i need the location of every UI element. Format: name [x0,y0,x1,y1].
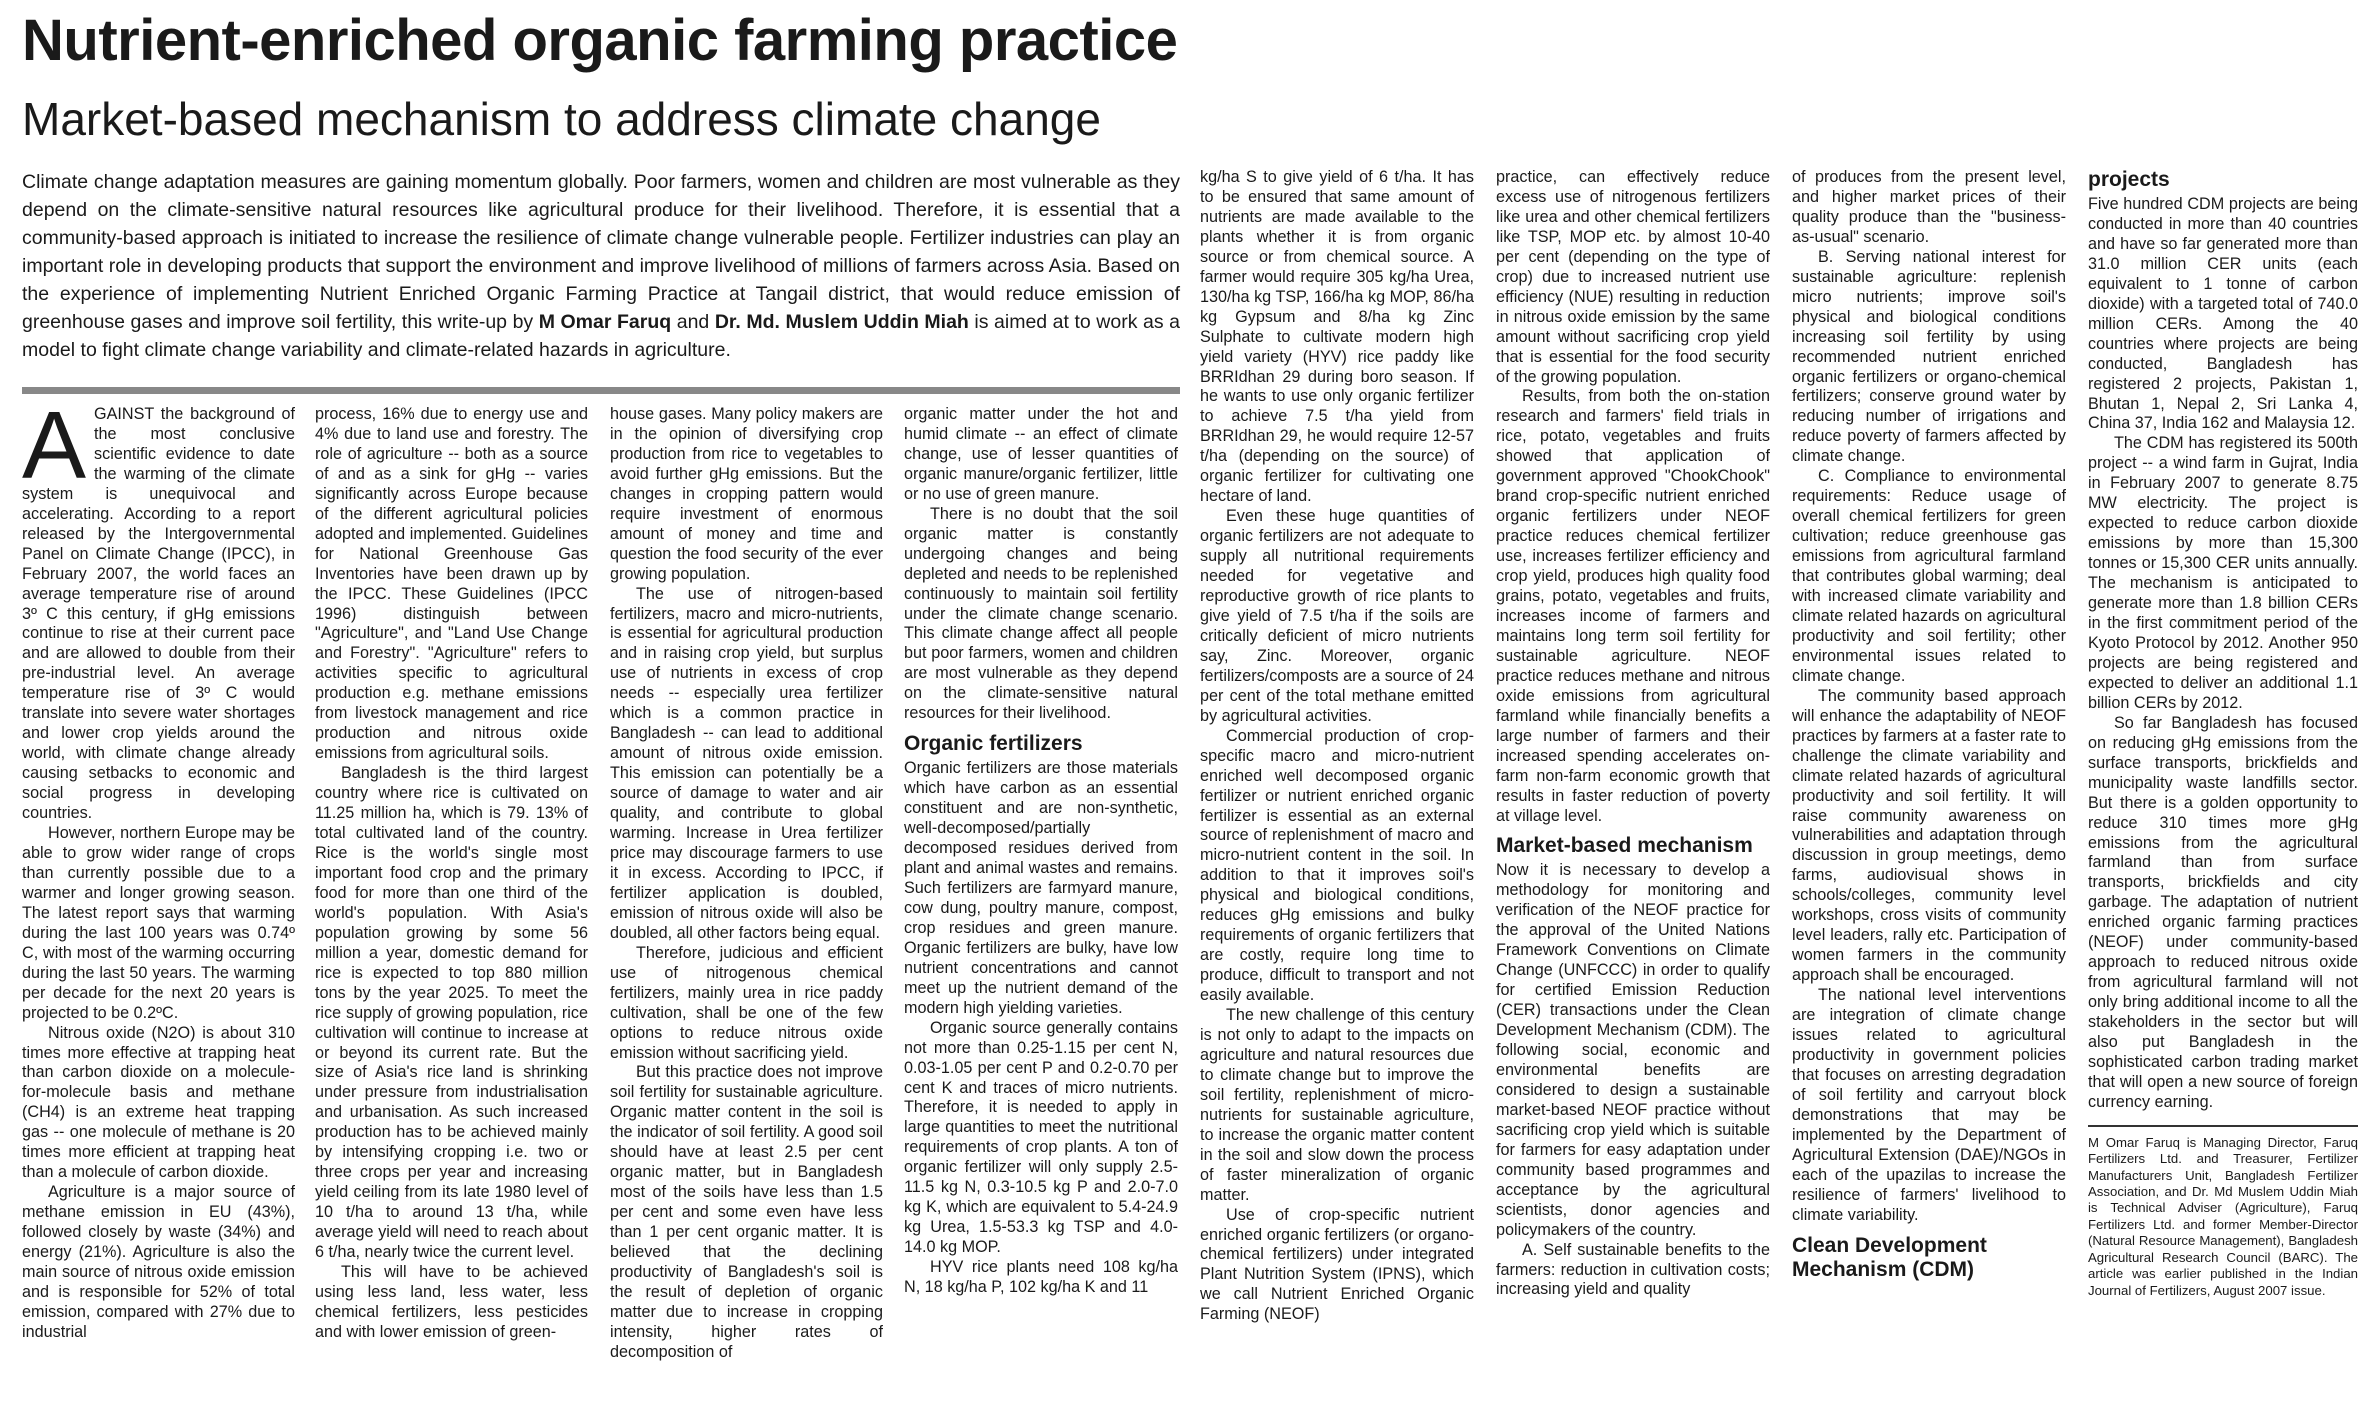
paragraph: kg/ha S to give yield of 6 t/ha. It has to be ensured that same amount of nutrients are made available to the plants whether it is from organic source or from chemical source. A farmer would require 305 kg/ha Urea, 130/ha kg TSP, 166/ha kg MOP, 86/ha kg Gypsum and 8/ha kg Zinc Sulphate to cultivate modern high yield variety (HYV) rice paddy like BRRIdhan 29 during boro season. If he wants to use only organic fertilizer to achieve 7.5 t/ha yield from BRRIdhan 29, he would require 12-57 t/ha (depending on the source) of organic fertilizer for cultivating one hectare of land. [1200,168,1474,506]
subheadline: Market-based mechanism to address climate change [22,93,1101,145]
article-column-5 [1200,168,1474,1400]
article-column-1 [22,405,295,1400]
paragraph [22,405,295,824]
paragraph: house gases. Many policy makers are in the opinion of diversifying crop production from rice to vegetables to avoid further gHg emissions. But the changes in cropping pattern would require investment of enormous amount of money and time and question the food security of the ever growing population. [610,405,883,583]
article-column-8 [2088,168,2358,1400]
intro-paragraph [22,168,1180,364]
paragraph-text: GAINST the background of the most conclusive scientific evidence to date the warming of the climate system is unequivocal and accelerating. According to a report released by the Intergovernmental Panel on Climate Change (IPCC), in February 2007, the world faces an average temperature rise of around 3º C this century, if gHg emissions continue to rise at their current pace and are allowed to double from their pre-industrial level. An average temperature rise of 3º C would translate into severe water shortages and lower crop yields around the world, with climate change already causing setbacks to economic and social progress in developing countries. [22,405,295,823]
intro-text: Climate change adaptation measures are gaining momentum globally. Poor farmers, women and children are most vulnerable as they depend on the climate-sensitive natural resources like agricultural produce for their livelihood. Therefore, it is essential that a community-based approach is initiated to increase the resilience of climate change vulnerable people. Fertilizer industries can play an important role in developing products that support the environment and improve livelihood of millions of farmers across Asia. Based on the experience of implementing Nutrient Enriched Organic Farming Practice at Tangail district, that would reduce emission of greenhouse gases and improve soil fertility, this write-up by [22,171,1180,333]
section-heading-market-based-mechanism: Market-based mechanism [1496,834,1753,858]
paragraph: HYV rice plants need 108 kg/ha N, 18 kg/ha P, 102 kg/ha K and 11 [904,1258,1178,1297]
paragraph: The community based approach will enhance the adaptability of NEOF practices by farmers at a faster rate to challenge the climate variability and climate related hazards of agricultural productivity and soil fertility. It will raise community awareness on vulnerabilities and adaptation through discussion in group meetings, demo farms, audiovisual shows in schools/colleges, community level workshops, cross visits of community level leaders, rally etc. Participation of women farmers in the community approach shall be encouraged. [1792,686,2066,985]
paragraph: A. Self sustainable benefits to the farmers: reduction in cultivation costs; increasing yield and quality [1496,1240,1770,1299]
paragraph: There is no doubt that the soil organic matter is constantly undergoing changes and being depleted and needs to be replenished continuously to maintain soil fertility under the climate change scenario. This climate change affect all people but poor farmers, women and children are most vulnerable as they depend on the climate-sensitive natural resources for their livelihood. [904,504,1178,723]
paragraph: organic matter under the hot and humid climate -- an effect of climate change, use of lesser quantities of organic manure/organic fertilizer, little or no use of green manure. [904,405,1178,503]
paragraph: This will have to be achieved using less land, less water, less chemical fertilizers, less pesticides and with lower emission of green- [315,1262,588,1341]
paragraph: However, northern Europe may be able to grow wider range of crops than currently possible due to a warmer and longer growing season. The latest report says that warming during the last 100 years was 0.74º C, with most of the warming occurring during the last 50 years. The warming per decade for the next 20 years is projected to be 0.2ºC. [22,824,295,1022]
paragraph: Use of crop-specific nutrient enriched organic fertilizers (or organo-chemical fertilizers) under integrated Plant Nutrition System (IPNS), which we call Nutrient Enriched Organic Farming (NEOF) [1200,1205,1474,1324]
headline: Nutrient-enriched organic farming practice [22,8,1178,73]
paragraph: But this practice does not improve soil fertility for sustainable agriculture. Organic matter content in the soil is the indicator of soil fertility. A good soil should have at least 2.5 per cent organic matter, but in Bangladesh most of the soils have less than 1.5 per cent and some even have less than 1 per cent organic matter. It is believed that the declining productivity of Bangladesh's soil is the result of depletion of organic matter due to increase in cropping intensity, higher rates of decomposition of [610,1063,883,1361]
paragraph: Agriculture is a major source of methane emission in EU (43%), followed closely by waste (34%) and energy (21%). Agriculture is also the main source of nitrous oxide emission and is responsible for 52% of total emission, compared with 27% due to industrial [22,1183,295,1341]
paragraph: practice, can effectively reduce excess use of nitrogenous fertilizers like urea and other chemical fertilizers like TSP, MOP etc. by almost 10-40 per cent (depending on the type of crop) due to increased nutrient use efficiency (NUE) resulting in reduction in nitrous oxide emission by the same amount without sacrificing crop yield that is essential for the food security of the growing population. [1496,168,1770,386]
article-column-2 [315,405,588,1400]
paragraph: Even these huge quantities of organic fertilizers are not adequate to supply all nutritional requirements needed for vegetative and reproductive growth of rice plants to give yield of 7.5 t/ha if the soils are critically deficient of micro nutrients say, Zinc. Moreover, organic fertilizers/composts are a source of 24 per cent of the total methane emitted by agricultural activities. [1200,507,1474,725]
intro-and: and [671,311,715,333]
paragraph: The use of nitrogen-based fertilizers, macro and micro-nutrients, is essential for agricultural production and in raising crop yield, but surplus use of nutrients in excess of crop needs -- especially urea fertilizer which is a common practice in Bangladesh -- can lead to additional amount of nitrous oxide emission. This emission can potentially be a source of damage to water and air quality, and contribute to global warming. Increase in Urea fertilizer price may discourage farmers to use it in excess. According to IPCC, if fertilizer application is doubled, emission of nitrous oxide will also be doubled, all other factors being equal. [610,584,883,942]
paragraph: C. Compliance to environmental requirements: Reduce usage of overall chemical fertilizers for green cultivation; reduce greenhouse gas emissions from agricultural farmland that contributes global warming; deal with increased climate variability and climate related hazards on agricultural productivity and soil fertility; other environmental issues related to climate change. [1792,467,2066,685]
section-heading-projects: projects [2088,168,2170,191]
article-column-6 [1496,168,1770,1400]
paragraph: Results, from both the on-station research and farmers' field trials in rice, potato, vegetables and fruits showed that application of government approved "ChookChook" brand crop-specific nutrient enriched organic fertilizers under NEOF practice reduces chemical fertilizer use, increases fertilizer efficiency and crop yield, produces high quality food grains, potato, vegetables and fruits, increases income of farmers and maintains long term soil fertility for sustainable agriculture. NEOF practice reduces methane and nitrous oxide emissions from agricultural farmland while financially benefits a large number of farmers and their increased spending accelerates on-farm non-farm economic growth that results in faster reduction of poverty at village level. [1496,387,1770,825]
paragraph: Organic fertilizers are those materials which have carbon as an essential constituent and are non-synthetic, well-decomposed/partially decomposed residues derived from plant and animal wastes and remains. Such fertilizers are farmyard manure, cow dung, poultry manure, compost, crop residues and green manure. Organic fertilizers are bulky, have low nutrient concentrations and cannot meet up the nutrient demand of the modern high yielding varieties. [904,759,1178,1017]
section-heading-cdm: Clean Development Mechanism (CDM) [1792,1233,1987,1281]
article-column-4 [904,405,1178,1400]
intro-text-end: is aimed at to work as a model to fight climate change variability and climate-related hazards in agriculture. [22,311,1180,361]
paragraph: The CDM has registered its 500th project -- a wind farm in Gujrat, India in February 2007 to generate 8.75 MW electricity. The project is expected to reduce carbon dioxide emissions by more than 15,300 tonnes or 15,300 CER units annually. The mechanism is anticipated to generate more than 1.8 billion CERs in the first commitment period of the Kyoto Protocol by 2012. Another 950 projects are being registered and expected to deliver an additional 1.1 billion CERs by 2012. [2088,434,2358,712]
paragraph: So far Bangladesh has focused on reducing gHg emissions from the surface transports, brickfields and municipality waste landfills sector. But there is a golden opportunity to reduce 310 times more gHg emissions from the agricultural farmland than from surface transports, brickfields and city garbage. The adaptation of nutrient enriched organic farming practices (NEOF) under community-based approach to reduced nitrous oxide from agricultural farmland will not only bring additional income to all the stakeholders in the sector but will also put Bangladesh in the sophisticated carbon trading market that will open a new source of foreign currency earning. [2088,713,2358,1111]
paragraph: process, 16% due to energy use and 4% due to land use and forestry. The role of agriculture -- both as a source of and as a sink for gHg -- varies significantly across Europe because of the different agricultural policies adopted and implemented. Guidelines for National Greenhouse Gas Inventories have been drawn up by the IPCC. These Guidelines (IPCC 1996) distinguish between "Agriculture", and "Land Use Change and Forestry". "Agriculture" refers to activities specific to agricultural production e.g. methane emissions from livestock management and rice production and nitrous oxide emissions from agricultural soils. [315,405,588,763]
paragraph: Therefore, judicious and efficient use of nitrogenous chemical fertilizers, mainly urea in rice paddy cultivation, shall be one of the few options to reduce nitrous oxide emission without sacrificing yield. [610,943,883,1062]
paragraph: Bangladesh is the third largest country where rice is cultivated on 11.25 million ha, which is 79. 13% of total cultivated land of the country. Rice is the world's single most important food crop and the primary food for more than one third of the world's population. With Asia's population growing by some 56 million a year, domestic demand for rice is expected to top 880 million tons by the year 2025. To meet the rice supply of growing population, rice cultivation will continue to increase at or beyond its current rate. But the size of Asia's rice land is shrinking under pressure from industrialisation and urbanisation. As such increased production has to be achieved mainly by intensifying cropping i.e. two or three crops per year and increasing yield ceiling from its late 1980 level of 10 t/ha to around 13 t/ha, while average yield will need to reach about 6 t/ha, nearly twice the current level. [315,764,588,1262]
paragraph: Nitrous oxide (N2O) is about 310 times more effective at trapping heat than carbon dioxide on a molecule-for-molecule basis and methane (CH4) is an extreme heat trapping gas -- one molecule of methane is 20 times more efficient at trapping heat than a molecule of carbon dioxide. [22,1023,295,1182]
paragraph: Five hundred CDM projects are being conducted in more than 40 countries and have so far generated more than 31.0 million CER units (each equivalent to 1 tonne of carbon dioxide) with a targeted total of 740.0 million CERs. Among the 40 countries where projects are being conducted, Bangladesh has registered 2 projects, Pakistan 1, Bhutan 1, Nepal 2, Sri Lanka 4, China 37, India 162 and Malaysia 12. [2088,195,2358,433]
intro-divider [22,387,1180,394]
paragraph: Organic source generally contains not more than 0.25-1.15 per cent N, 0.03-1.05 per cent P and 0.2-0.70 per cent K and traces of micro nutrients. Therefore, it is needed to apply in large quantities to meet the nutritional requirements of crop plants. A ton of organic fertilizer will only supply 2.5-11.5 kg N, 0.3-10.5 kg P and 2.0-7.0 kg K, which are equivalent to 5.4-24.9 kg Urea, 1.5-53.3 kg TSP and 4.0-14.0 kg MOP. [904,1018,1178,1257]
author-bio-text: M Omar Faruq is Managing Director, Faruq Fertilizers Ltd. and Treasurer, Fertilizer Manufacturers Unit, Bangladesh Fertilizer Association, and Dr. Md Muslem Uddin Miah is Technical Adviser (Agriculture), Faruq Fertilizers Ltd. and former Member-Director (Natural Resource Management), Bangladesh Agricultural Research Council (BARC). The article was earlier published in the Indian Journal of Fertilizers, August 2007 issue. [2088,1134,2358,1298]
drop-cap: A [22,405,87,499]
paragraph: of produces from the present level, and higher market prices of their quality produce than the "business-as-usual" scenario. [1792,168,2066,246]
paragraph: The new challenge of this century is not only to adapt to the impacts on agriculture and natural resources due to climate change but to improve the soil fertility, replenishment of micro-nutrients for sustainable agriculture, to increase the organic matter content in the soil and slow down the process of faster mineralization of organic matter. [1200,1006,1474,1204]
article-column-3 [610,405,883,1400]
paragraph: Commercial production of crop-specific macro and micro-nutrient enriched well decomposed organic fertilizer or nutrient enriched organic fertilizer is essential as an external source of replenishment of macro and micro-nutrient content in the soil. In addition to that it improves soil's physical and biological conditions, reduces gHg emissions and bulky requirements of organic fertilizers that are costly, require long time to produce, difficult to transport and not easily available. [1200,726,1474,1005]
paragraph: The national level interventions are integration of climate change issues related to agricultural productivity in government policies that focuses on arresting degradation of soil fertility and carryout block demonstrations that may be implemented by the Department of Agricultural Extension (DAE)/NGOs in each of the upazilas to increase the resilience of farmers' livelihood to climate variability. [1792,986,2066,1224]
paragraph: B. Serving national interest for sustainable agriculture: replenish micro nutrients; improve soil's physical and biological conditions increasing soil fertility by using recommended nutrient enriched organic fertilizers or organo-chemical fertilizers; conserve ground water by reducing number of irrigations and reduce poverty of farmers affected by climate change. [1792,247,2066,466]
section-heading-organic-fertilizers: Organic fertilizers [904,732,1083,756]
paragraph: Now it is necessary to develop a methodology for monitoring and verification of the NEOF practice for the approval of the United Nations Framework Conventions on Climate Change (UNFCCC) in order to qualify for certified Emission Reduction (CER) transactions under the Clean Development Mechanism (CDM). The following social, economic and environmental benefits are considered to design a sustainable market-based NEOF practice without sacrificing crop yield which is suitable for farmers for easy adaptation under community based programmes and acceptance by the agricultural scientists, donor agencies and policymakers of the country. [1496,861,1770,1239]
article-column-7 [1792,168,2066,1400]
author-bio [2088,1125,2358,1299]
author-name-1: M Omar Faruq [538,311,672,333]
author-name-2: Dr. Md. Muslem Uddin Miah [714,311,969,333]
